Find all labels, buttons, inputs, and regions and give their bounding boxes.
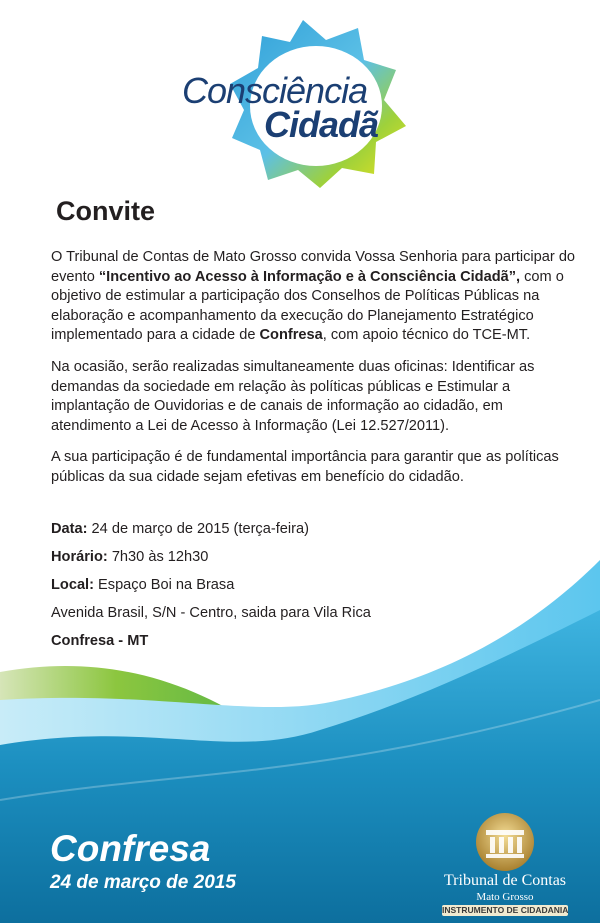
tce-state: Mato Grosso [476, 891, 534, 903]
tce-logo [430, 810, 580, 915]
logo-text-cidada: Cidadã [264, 104, 379, 145]
event-name: “Incentivo ao Acesso à Informação e à Consciência Cidadã”, [98, 268, 521, 285]
paragraph-importance: A sua participação é de fundamental importância para garantir que as políticas públicas da sua cidade sejam efetivas em benefício do cidadão. [51, 449, 559, 485]
place-value: Espaço Boi na Brasa [93, 577, 235, 593]
tce-name: Tribunal de Contas [443, 872, 567, 889]
footer-date: 24 de março de 2015 [50, 872, 236, 893]
intro-text: O Tribunal de Contas de Mato Grosso convida Vossa Senhoria para participar do evento [51, 249, 576, 285]
end-text: , com apoio técnico do TCE-MT. [322, 327, 531, 344]
time-label: Horário: [51, 549, 108, 565]
city-name: Confresa [259, 327, 323, 344]
time-value: 7h30 às 12h30 [107, 549, 209, 565]
footer-city: Confresa [50, 828, 211, 869]
place-label: Local: [51, 577, 94, 593]
middle-text: com o objetivo de estimular a participação dos Conselhos de Políticas Públicas na elaboração e acompanhamento da execução do Planejamento Estratégico implementado para a cidade de [51, 268, 564, 344]
date-label: Data: [51, 521, 88, 537]
date-value: 24 de março de 2015 (terça-feira) [87, 521, 309, 537]
city-state: Confresa - MT [51, 633, 149, 649]
address-row: Avenida Brasil, S/N - Centro, saida para Vila Rica [51, 605, 371, 621]
tribunal-emblem-icon [430, 810, 580, 872]
page-title: Convite [56, 196, 156, 226]
tce-tagline: INSTRUMENTO DE CIDADANIA [442, 905, 569, 915]
paragraph-workshops: Na ocasião, serão realizadas simultaneamente duas oficinas: Identificar as demandas da sociedade em relação às políticas públicas e Estimular a implantação de Ouvidorias e de canais de informação ao cidadão, em atendimento a Lei de Acesso à Informação (Lei 12.527/2011). [51, 358, 535, 434]
logo-text-consciencia: Consciência [182, 70, 368, 111]
